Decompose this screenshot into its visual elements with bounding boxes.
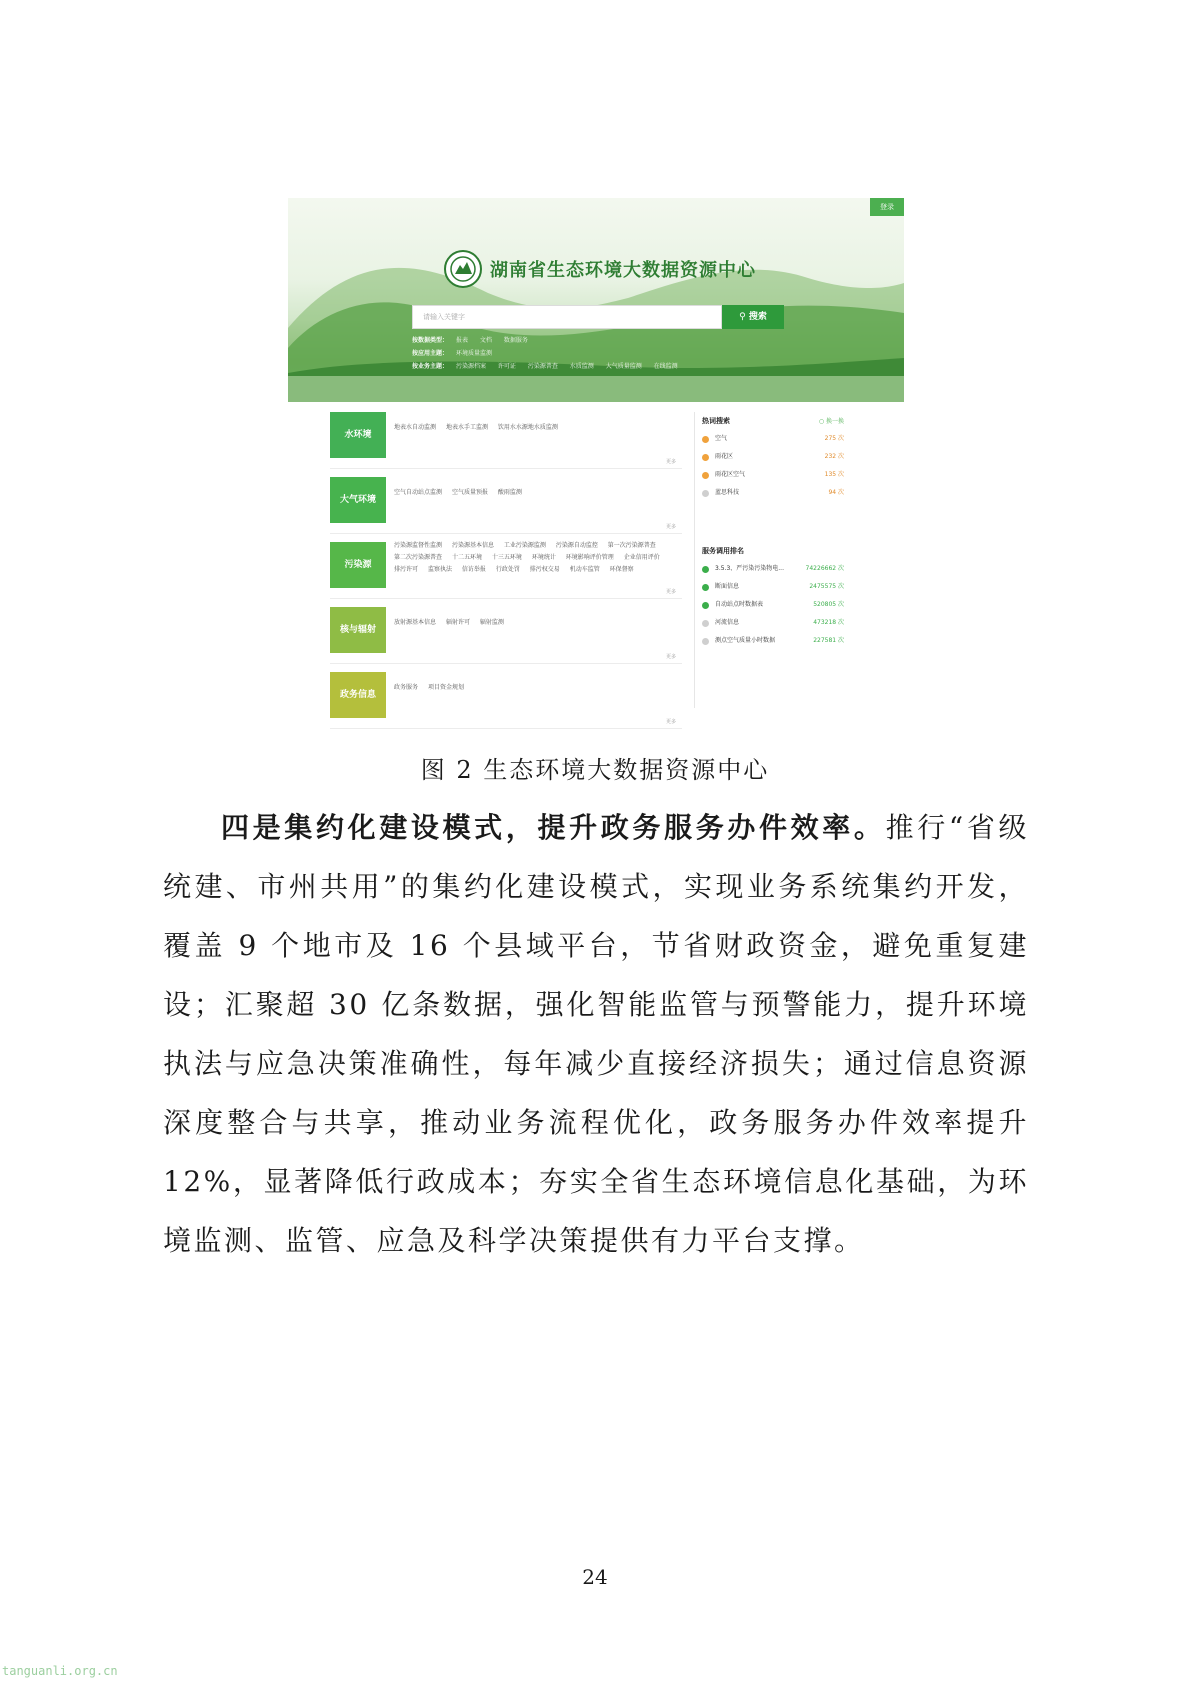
- item-name: 断面信息: [715, 583, 740, 590]
- search-button[interactable]: [722, 305, 784, 329]
- hot-search-item[interactable]: [702, 466, 852, 484]
- category-link[interactable]: 地表水自动监测: [394, 424, 437, 431]
- service-rank-item[interactable]: [702, 614, 852, 632]
- item-count: 275 次: [824, 435, 844, 442]
- rank-dot-icon: [702, 454, 709, 461]
- category-link[interactable]: 排污许可: [394, 566, 419, 573]
- rank-dot-icon: [702, 620, 709, 627]
- service-rank-item[interactable]: [702, 632, 852, 650]
- category-link[interactable]: 辐射监测: [479, 619, 504, 626]
- search-input[interactable]: 请输入关键字: [412, 305, 722, 329]
- watermark: tanguanli.org.cn: [2, 1664, 118, 1678]
- tag-item[interactable]: 污染源档案: [455, 363, 486, 370]
- category-link[interactable]: 污染源基本信息: [451, 542, 494, 549]
- category-links: [394, 682, 674, 694]
- category-link[interactable]: 环境统计: [531, 554, 556, 561]
- category-tile[interactable]: 污染源: [330, 542, 386, 588]
- category-link[interactable]: 排污权交易: [529, 566, 560, 573]
- category-link[interactable]: 十二五环境: [451, 554, 482, 561]
- category-row-nuclear: [330, 603, 682, 664]
- environment-emblem-icon: [444, 250, 482, 288]
- hot-search-item[interactable]: [702, 430, 852, 448]
- item-name: 自动站点时数据表: [715, 601, 764, 608]
- column-divider: [694, 412, 695, 708]
- category-link[interactable]: 工业污染源监测: [503, 542, 546, 549]
- rank-dot-icon: [702, 490, 709, 497]
- more-link[interactable]: 更多: [665, 719, 676, 725]
- rank-dot-icon: [702, 602, 709, 609]
- item-count: 74226662 次: [805, 565, 844, 572]
- tag-line-business-theme: [412, 361, 688, 370]
- more-link[interactable]: 更多: [665, 654, 676, 660]
- item-count: 2475575 次: [809, 583, 844, 590]
- category-links: [394, 487, 674, 499]
- category-link[interactable]: 环境影响评价管理: [565, 554, 614, 561]
- refresh-label: 换一换: [825, 418, 844, 425]
- tag-line-app-theme: [412, 348, 502, 357]
- category-link[interactable]: 污染源自动监控: [555, 542, 598, 549]
- category-link[interactable]: 第二次污染源普查: [394, 554, 443, 561]
- category-tile[interactable]: 水环境: [330, 412, 386, 458]
- category-links: [394, 617, 674, 629]
- rank-dot-icon: [702, 638, 709, 645]
- tag-item[interactable]: 文档: [479, 337, 492, 344]
- category-links: [394, 422, 674, 434]
- item-name: 雨花区空气: [715, 471, 746, 478]
- category-links: [394, 540, 674, 576]
- hot-search-panel: [702, 416, 852, 502]
- category-link[interactable]: 第一次污染源普查: [607, 542, 656, 549]
- refresh-button[interactable]: ○ 换一换: [818, 418, 844, 425]
- item-count: 227581 次: [813, 637, 844, 644]
- item-count: 94 次: [828, 489, 844, 496]
- category-link[interactable]: 空气质量预报: [451, 489, 488, 496]
- item-count: 135 次: [824, 471, 844, 478]
- item-count: 473218 次: [813, 619, 844, 626]
- item-name: 雨花区: [715, 453, 734, 460]
- category-link[interactable]: 政务服务: [394, 684, 419, 691]
- item-name: 蓝思科技: [715, 489, 740, 496]
- mountain-scenery: [288, 198, 904, 402]
- category-row-gov-info: [330, 668, 682, 729]
- tag-item[interactable]: 报表: [455, 337, 468, 344]
- tag-item[interactable]: 大气质量监测: [605, 363, 642, 370]
- more-link[interactable]: 更多: [665, 589, 676, 595]
- paragraph-body: 推行“省级统建、市州共用”的集约化建设模式，实现业务系统集约开发，覆盖 9 个地市及 16 个县域平台，节省财政资金，避免重复建设；汇聚超 30 亿条数据，强化智能监管与预警能力，提升环境执法与应急决策准确性，每年减少直接经济损失；通过信息资源深度整合与共享，推动业务流程优化，政务服务办件效率提升 12%，显著降低行政成本；夯实全省生态环境信息化基础，为环境监测、监管、应急及科学决策提供有力平台支撑。: [163, 811, 1029, 1257]
- category-row-pollution: [330, 538, 682, 599]
- tag-label: 按应用主题：: [412, 350, 449, 357]
- tag-label: 按业务主题：: [412, 363, 449, 370]
- service-rank-item[interactable]: [702, 560, 852, 578]
- rank-dot-icon: [702, 436, 709, 443]
- category-link[interactable]: 机动车监管: [569, 566, 600, 573]
- paragraph-lead: 四是集约化建设模式，提升政务服务办件效率。: [221, 811, 886, 844]
- service-rank-title: 服务调用排名: [702, 547, 744, 555]
- category-link[interactable]: 行政处罚: [495, 566, 520, 573]
- tag-item[interactable]: 污染源普查: [527, 363, 558, 370]
- tag-item[interactable]: 许可证: [497, 363, 516, 370]
- more-link[interactable]: 更多: [665, 459, 676, 465]
- category-link[interactable]: 空气自动站点监测: [394, 489, 443, 496]
- tag-line-data-type: [412, 335, 538, 344]
- category-link[interactable]: 饮用水水源地水质监测: [497, 424, 558, 431]
- site-header: [444, 250, 756, 288]
- search-button-label: 搜索: [748, 312, 767, 322]
- hot-search-item[interactable]: [702, 448, 852, 466]
- site-title: 湖南省生态环境大数据资源中心: [490, 260, 756, 281]
- category-link[interactable]: 污染源监督性监测: [394, 542, 443, 549]
- item-count: 520805 次: [813, 601, 844, 608]
- figure-screenshot: [288, 198, 904, 730]
- category-row-water: [330, 408, 682, 469]
- tag-label: 按数据类型：: [412, 337, 449, 344]
- panel-title: [702, 416, 852, 430]
- figure-caption: 图 2 生态环境大数据资源中心: [420, 756, 770, 784]
- item-name: 空气: [715, 435, 728, 442]
- category-link[interactable]: 项目资金规划: [427, 684, 464, 691]
- category-link[interactable]: 信访举报: [461, 566, 486, 573]
- category-link[interactable]: 监察执法: [427, 566, 452, 573]
- category-link[interactable]: 十三五环境: [491, 554, 522, 561]
- search-icon: ⚲: [739, 312, 749, 322]
- body-paragraph: [163, 798, 1029, 1270]
- service-rank-item[interactable]: [702, 596, 852, 614]
- category-link[interactable]: 酸雨监测: [497, 489, 522, 496]
- category-link[interactable]: 环保督察: [609, 566, 634, 573]
- item-count: 232 次: [824, 453, 844, 460]
- category-tile[interactable]: 核与辐射: [330, 607, 386, 653]
- service-rank-panel: [702, 546, 852, 650]
- panel-title: [702, 546, 852, 560]
- hot-search-title: 热词搜索: [702, 417, 730, 425]
- content-area: [288, 402, 904, 728]
- service-rank-item[interactable]: [702, 578, 852, 596]
- category-link[interactable]: 地表水手工监测: [445, 424, 488, 431]
- tag-item[interactable]: 数据服务: [503, 337, 528, 344]
- rank-dot-icon: [702, 472, 709, 479]
- category-link[interactable]: 辐射许可: [445, 619, 470, 626]
- login-button[interactable]: 登录: [870, 198, 904, 216]
- item-name: 测点空气质量小时数据: [715, 637, 776, 644]
- category-link[interactable]: 放射源基本信息: [394, 619, 437, 626]
- hero-banner: [288, 198, 904, 402]
- tag-item[interactable]: 水质监测: [569, 363, 594, 370]
- item-name: 河流信息: [715, 619, 740, 626]
- category-row-air: [330, 473, 682, 534]
- category-link[interactable]: 企业信用评价: [623, 554, 660, 561]
- category-tile[interactable]: 政务信息: [330, 672, 386, 718]
- tag-item[interactable]: 环境质量监测: [455, 350, 492, 357]
- item-name: 3.5.3、严污染污染物电...: [715, 565, 784, 572]
- rank-dot-icon: [702, 566, 709, 573]
- hot-search-item[interactable]: [702, 484, 852, 502]
- page-number: 24: [582, 1565, 608, 1589]
- more-link[interactable]: 更多: [665, 524, 676, 530]
- tag-item[interactable]: 在线监测: [653, 363, 678, 370]
- rank-dot-icon: [702, 584, 709, 591]
- category-tile[interactable]: 大气环境: [330, 477, 386, 523]
